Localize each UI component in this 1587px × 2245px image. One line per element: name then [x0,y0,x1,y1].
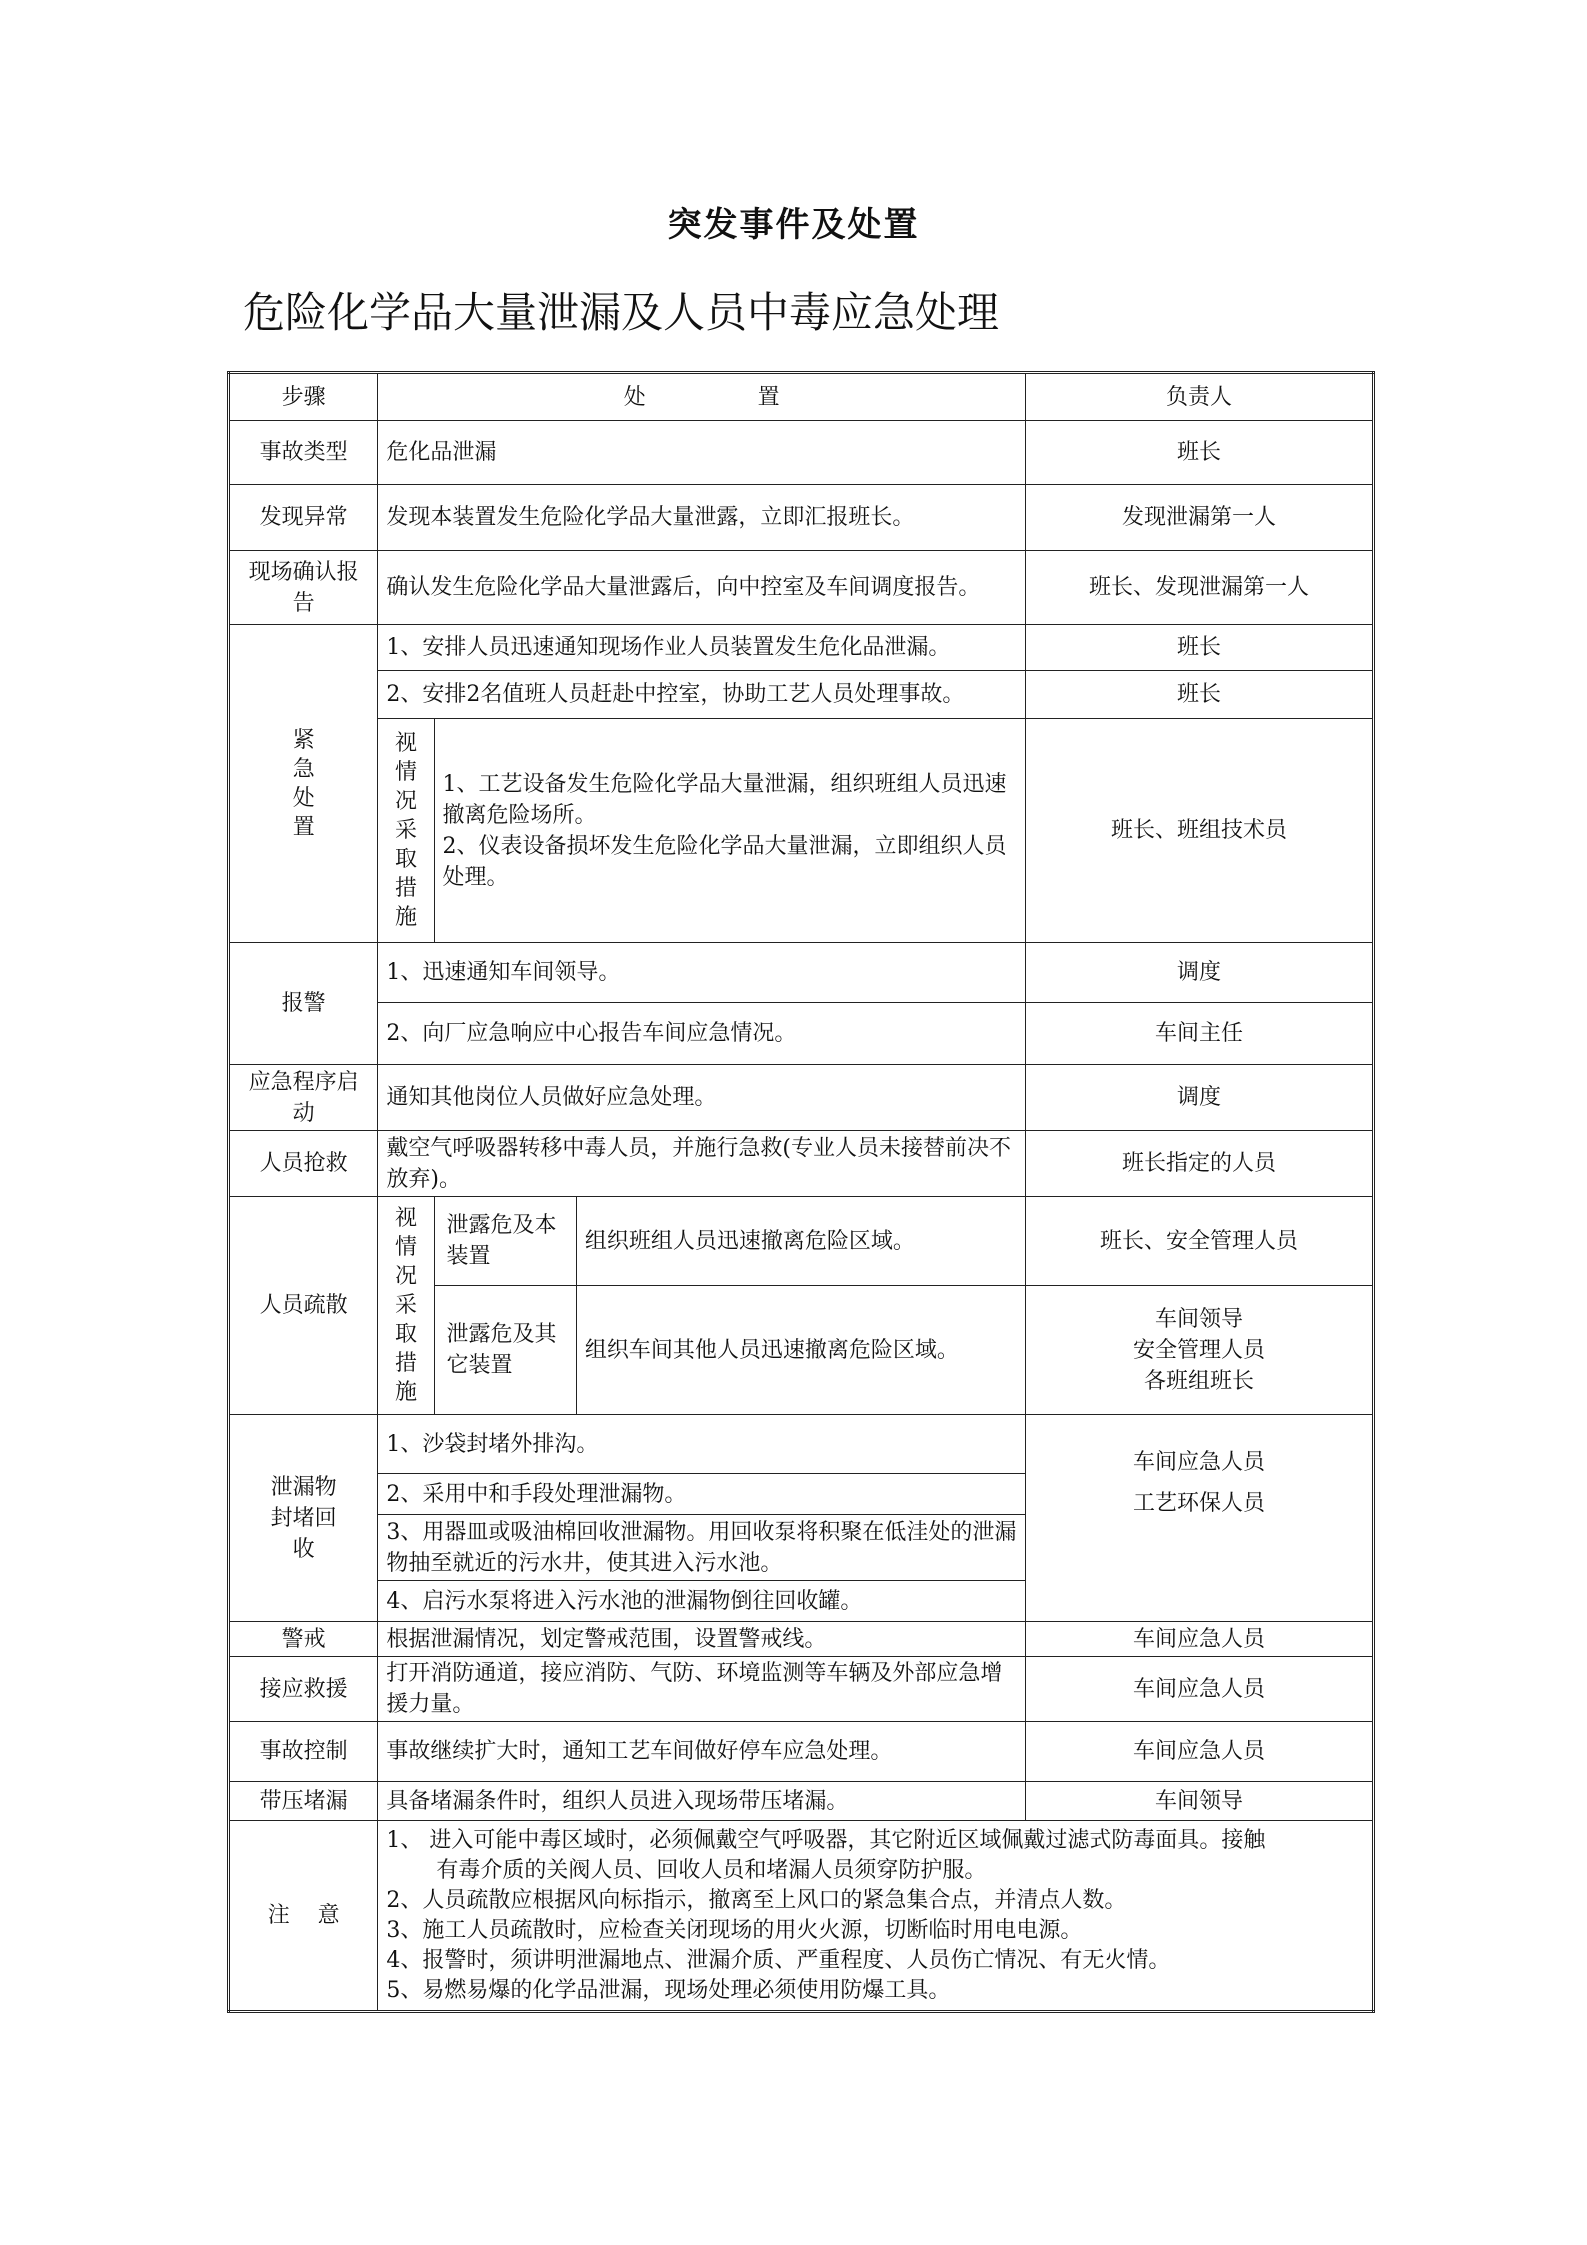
owner-cell: 班长 [1026,671,1374,719]
step-cell: 现场确认报告 [229,551,378,625]
step-cell: 注 意 [229,1821,378,2012]
table-row [229,943,1374,1003]
action-cell: 根据泄漏情况，划定警戒范围，设置警戒线。 [378,1622,1026,1657]
notes-cell [378,1821,1374,2012]
action-cell [434,719,1026,943]
action-cell: 1、安排人员迅速通知现场作业人员装置发生危化品泄漏。 [378,625,1026,671]
step-cell: 带压堵漏 [229,1782,378,1821]
step-label-vertical: 紧急处置 [292,727,315,840]
owner-line: 工艺环保人员 [1133,1491,1266,1516]
table-row [229,1003,1374,1065]
action-cell: 事故继续扩大时，通知工艺车间做好停车应急处理。 [378,1722,1026,1782]
step-cell: 泄漏物封堵回收 [229,1415,378,1622]
action-cell: 危化品泄漏 [378,421,1026,485]
table-row [229,1131,1374,1197]
owner-cell: 班长、安全管理人员 [1026,1197,1374,1286]
table-row [229,671,1374,719]
owner-cell: 班长指定的人员 [1026,1131,1374,1197]
measure-item: 1、工艺设备发生危险化学品大量泄漏，组织班组人员迅速撤离危险场所。 [442,771,1007,828]
owner-cell: 班长、班组技术员 [1026,719,1374,943]
action-cell: 3、用器皿或吸油棉回收泄漏物。用回收泵将积聚在低洼处的泄漏物抽至就近的污水井，使其进入污水池。 [378,1515,1026,1581]
measure-item: 2、仪表设备损坏发生危险化学品大量泄漏，立即组织人员处理。 [442,833,1007,890]
table-row [229,719,1374,943]
note-line: 5、易燃易爆的化学品泄漏，现场处理必须使用防爆工具。 [386,1977,951,2003]
note-line: 3、施工人员疏散时，应检查关闭现场的用火火源，切断临时用电电源。 [386,1917,1083,1943]
table-row [229,1657,1374,1722]
header-step: 步骤 [229,373,378,421]
owner-line: 安全管理人员 [1133,1337,1266,1363]
step-cell: 事故类型 [229,421,378,485]
owner-cell: 车间应急人员 [1026,1622,1374,1657]
owner-cell: 班长、发现泄漏第一人 [1026,551,1374,625]
step-cell: 人员抢救 [229,1131,378,1197]
owner-cell [1026,1415,1374,1622]
action-cell: 戴空气呼吸器转移中毒人员，并施行急救(专业人员未接替前决不放弃)。 [378,1131,1026,1197]
page-title: 突发事件及处置 [667,205,920,245]
table-header-row [229,373,1374,421]
step-cell: 警戒 [229,1622,378,1657]
owner-line: 车间应急人员 [1133,1450,1266,1475]
action-cell: 打开消防通道，接应消防、气防、环境监测等车辆及外部应急增援力量。 [378,1657,1026,1722]
owner-cell: 调度 [1026,1065,1374,1131]
owner-cell: 调度 [1026,943,1374,1003]
owner-line: 车间领导 [1155,1306,1244,1332]
emergency-procedure-table [227,371,1375,2013]
sub-label-cell [378,1197,434,1415]
owner-cell: 发现泄漏第一人 [1026,485,1374,551]
table-row [229,625,1374,671]
table-row [229,1782,1374,1821]
step-cell: 应急程序启动 [229,1065,378,1131]
table-row [229,1415,1374,1474]
sub-label-vertical: 视情况采取措施 [394,731,417,930]
step-cell: 接应救援 [229,1657,378,1722]
owner-cell: 班长 [1026,625,1374,671]
sub-label-vertical: 视情况采取措施 [394,1206,417,1405]
section-title: 危险化学品大量泄漏及人员中毒应急处理 [243,288,1000,337]
owner-line: 各班组班长 [1144,1368,1255,1394]
step-cell: 人员疏散 [229,1197,378,1415]
owner-cell: 班长 [1026,421,1374,485]
sub-label-cell [378,719,434,943]
action-cell: 确认发生危险化学品大量泄露后，向中控室及车间调度报告。 [378,551,1026,625]
owner-cell [1026,1286,1374,1415]
action-cell: 通知其他岗位人员做好应急处理。 [378,1065,1026,1131]
action-cell: 具备堵漏条件时，组织人员进入现场带压堵漏。 [378,1782,1026,1821]
table-row [229,1622,1374,1657]
action-cell: 2、安排2名值班人员赶赴中控室，协助工艺人员处理事故。 [378,671,1026,719]
table-row [229,421,1374,485]
action-cell: 组织班组人员迅速撤离危险区域。 [576,1197,1025,1286]
table-row [229,551,1374,625]
action-cell: 1、迅速通知车间领导。 [378,943,1026,1003]
table-row [229,1722,1374,1782]
step-cell: 报警 [229,943,378,1065]
condition-cell: 泄露危及其它装置 [434,1286,576,1415]
table-row [229,1821,1374,2012]
action-cell: 2、向厂应急响应中心报告车间应急情况。 [378,1003,1026,1065]
owner-cell: 车间应急人员 [1026,1722,1374,1782]
step-cell: 事故控制 [229,1722,378,1782]
step-cell [229,625,378,943]
table-row [229,1065,1374,1131]
table-row [229,485,1374,551]
note-line: 1、 进入可能中毒区域时，必须佩戴空气呼吸器，其它附近区域佩戴过滤式防毒面具。接触 [386,1827,1266,1853]
action-cell: 2、采用中和手段处理泄漏物。 [378,1474,1026,1515]
action-cell: 发现本装置发生危险化学品大量泄露，立即汇报班长。 [378,485,1026,551]
note-line: 4、报警时，须讲明泄漏地点、泄漏介质、严重程度、人员伤亡情况、有无火情。 [386,1947,1171,1973]
action-cell: 4、启污水泵将进入污水池的泄漏物倒往回收罐。 [378,1581,1026,1622]
owner-cell: 车间主任 [1026,1003,1374,1065]
note-line: 有毒介质的关阀人员、回收人员和堵漏人员须穿防护服。 [436,1857,987,1883]
action-cell: 组织车间其他人员迅速撤离危险区域。 [576,1286,1025,1415]
header-action: 处 置 [378,373,1026,421]
condition-cell: 泄露危及本装置 [434,1197,576,1286]
header-owner: 负责人 [1026,373,1374,421]
owner-cell: 车间应急人员 [1026,1657,1374,1722]
owner-cell: 车间领导 [1026,1782,1374,1821]
step-cell: 发现异常 [229,485,378,551]
action-cell: 1、沙袋封堵外排沟。 [378,1415,1026,1474]
table-row [229,1197,1374,1286]
note-line: 2、人员疏散应根据风向标指示，撤离至上风口的紧急集合点，并清点人数。 [386,1887,1127,1913]
